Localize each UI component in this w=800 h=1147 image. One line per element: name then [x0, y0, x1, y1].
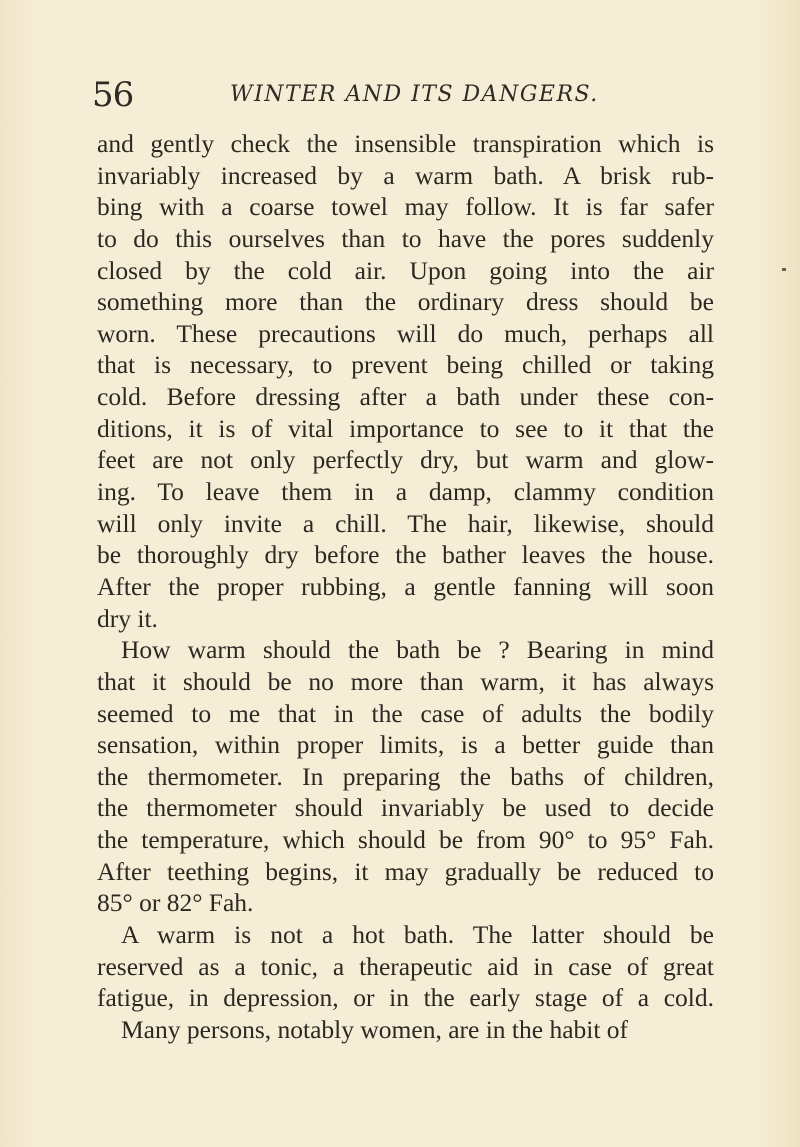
text-line: ing. To leave them in a damp, clammy condition: [97, 477, 714, 507]
text-line: and gently check the insensible transpiration which is: [97, 129, 714, 158]
text-line: to do this ourselves than to have the pores suddenly: [97, 223, 714, 253]
text-line: be thoroughly dry before the bather leaves the house.: [97, 540, 714, 570]
text-line: will only invite a chill. The hair, likewise, should: [97, 508, 714, 538]
text-line: fatigue, in depression, or in the early stage of a cold.: [97, 983, 714, 1013]
text-line: closed by the cold air. Upon going into the air: [97, 255, 714, 285]
text-line: bing with a coarse towel may follow. It is far safer: [97, 192, 714, 222]
running-title: WINTER AND ITS DANGERS.: [230, 82, 599, 107]
text-line: seemed to me that in the case of adults the bodily: [97, 698, 714, 728]
text-line: 85° or 82° Fah.: [97, 888, 254, 918]
text-line: that it should be no more than warm, it has always: [97, 666, 714, 696]
text-line: that is necessary, to prevent being chilled or taking: [97, 350, 714, 380]
print-speck: [782, 268, 786, 271]
page-header: [92, 75, 732, 115]
text-line: feet are not only perfectly dry, but warm and glow-: [97, 445, 714, 475]
text-line: After teething begins, it may gradually be reduced to: [97, 856, 714, 886]
text-line: sensation, within proper limits, is a better guide than: [97, 730, 714, 760]
page-number: 56: [92, 75, 134, 115]
text-line: reserved as a tonic, a therapeutic aid in case of great: [97, 951, 714, 981]
text-line: After the proper rubbing, a gentle fanning will soon: [97, 571, 714, 601]
text-line: worn. These precautions will do much, perhaps all: [97, 318, 714, 348]
text-line: ditions, it is of vital importance to see to it that the: [97, 413, 714, 443]
body-text: [97, 128, 714, 1046]
text-line: Many persons, notably women, are in the habit of: [121, 1014, 629, 1044]
text-line: How warm should the bath be ? Bearing in mind: [121, 635, 714, 665]
text-line: invariably increased by a warm bath. A brisk rub-: [97, 160, 714, 190]
text-line: A warm is not a hot bath. The latter should be: [121, 920, 714, 950]
text-line: cold. Before dressing after a bath under these con-: [97, 382, 714, 412]
text-line: dry it.: [97, 603, 158, 633]
text-line: the thermometer. In preparing the baths of children,: [97, 761, 714, 791]
text-line: the thermometer should invariably be used to decide: [97, 793, 714, 823]
text-line: something more than the ordinary dress should be: [97, 287, 714, 317]
text-line: the temperature, which should be from 90° to 95° Fah.: [97, 825, 714, 855]
